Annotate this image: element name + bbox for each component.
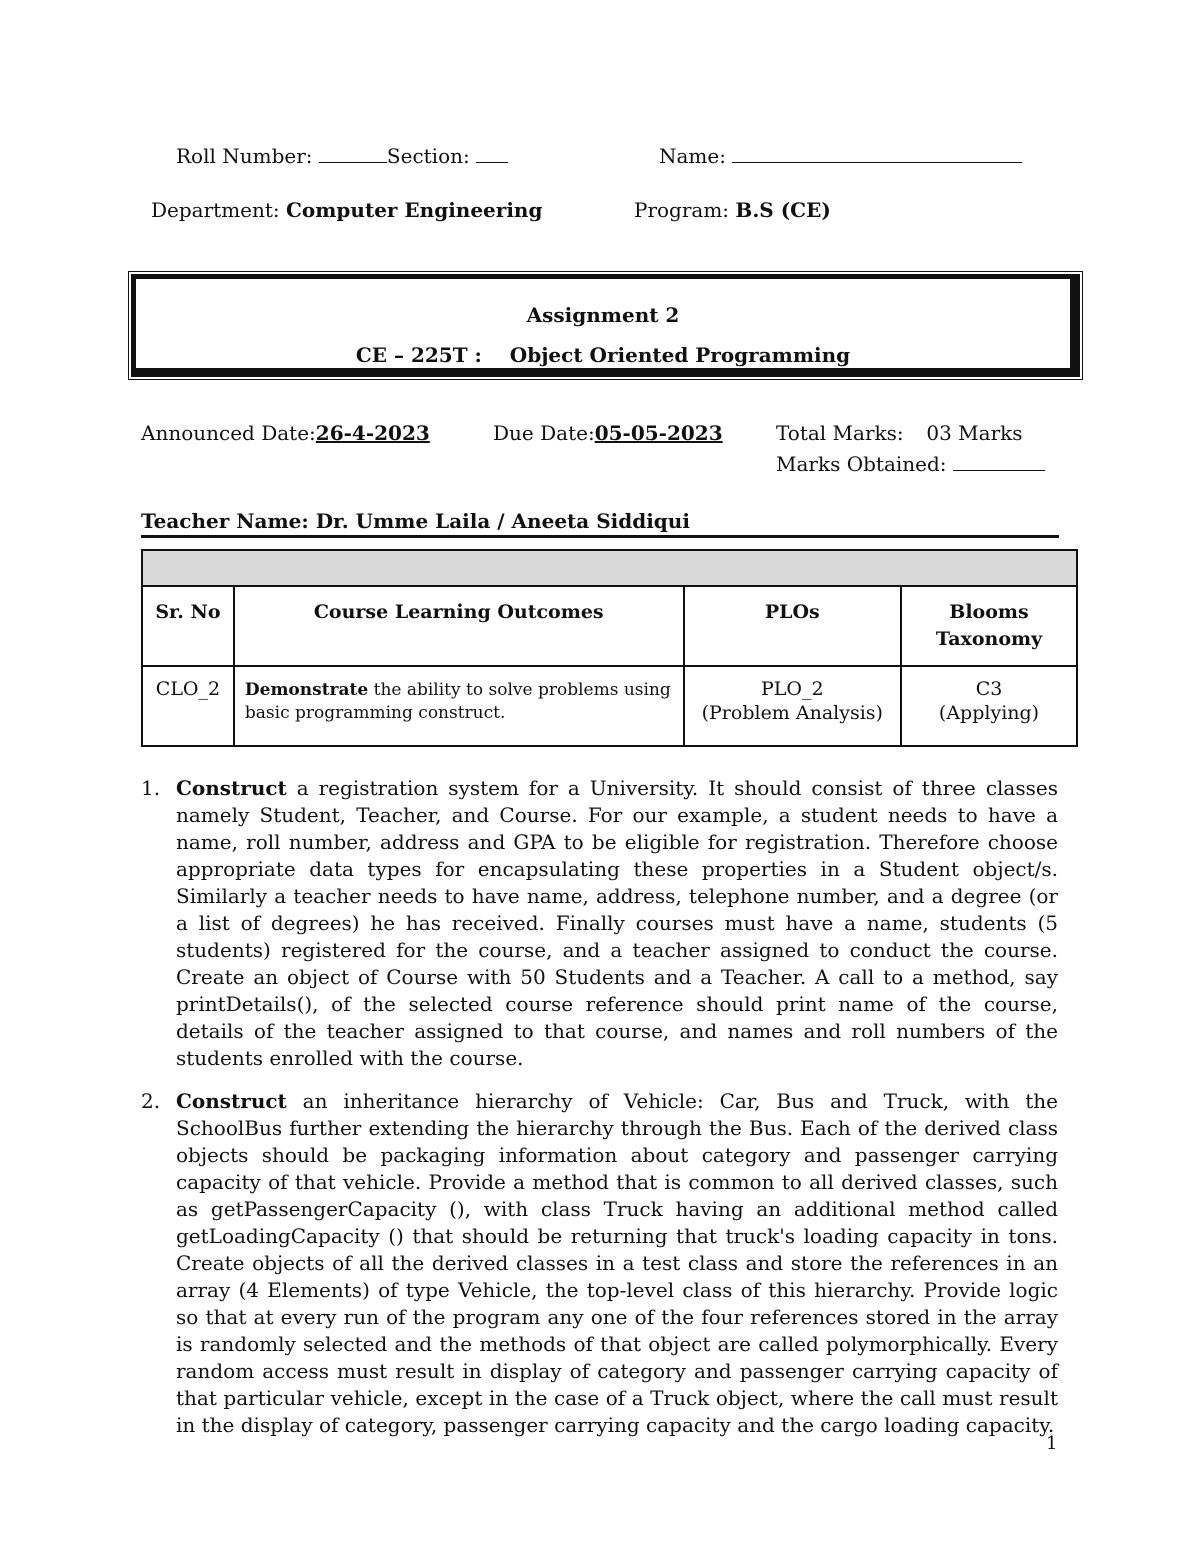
- assignment-title-box: [131, 274, 1080, 377]
- table-header-row: [142, 586, 1077, 666]
- total-marks: [776, 421, 1023, 445]
- department-field: [151, 198, 542, 222]
- roll-number-blank: [319, 146, 387, 163]
- total-marks-label: Total Marks:: [776, 421, 904, 445]
- question-number: 2.: [141, 1089, 161, 1113]
- section-blank: [476, 146, 508, 163]
- teacher-rule: [141, 535, 1059, 538]
- plo-description: (Problem Analysis): [701, 702, 883, 724]
- due-date-value: 05-05-2023: [594, 421, 723, 445]
- list-item: [141, 775, 1058, 1072]
- question-text: an inheritance hierarchy of Vehicle: Car, Bus and Truck, with the SchoolBus further extending the hierarchy through the Bus. Each of the derived class objects should be packaging information about category and passenger carrying capacity of that vehicle. Provide a method that is common to all derived classes, such as getPassengerCapacity (), with class Truck having an additional method called getLoadingCapacity () that should be returning that truck's loading capacity in tons. Create objects of all the derived classes in a test class and store the references in an array (4 Elements) of type Vehicle, the top-level class of this hierarchy. Provide logic so that at every run of the program any one of the four references stored in the array is randomly selected and the methods of that object are called polymorphically. Every random access must result in display of category and passenger carrying capacity of that particular vehicle, except in the case of a Truck object, where the call must result in the display of category, passenger carrying capacity and the cargo loading capacity.: [176, 1089, 1058, 1437]
- teacher-value: Dr. Umme Laila / Aneeta Siddiqui: [315, 509, 690, 533]
- list-item: [141, 1088, 1058, 1439]
- table-row: [142, 666, 1077, 746]
- due-date: [493, 421, 723, 445]
- roll-number-field: [176, 144, 508, 168]
- cell-plo: [684, 666, 901, 746]
- announced-date-label: Announced Date:: [141, 421, 316, 445]
- plo-code: PLO_2: [761, 678, 824, 700]
- marks-obtained: [776, 452, 1045, 476]
- header-plos: PLOs: [684, 586, 901, 666]
- marks-obtained-label: Marks Obtained:: [776, 452, 947, 476]
- table-shaded-header-row: [142, 550, 1077, 586]
- student-name-field: [659, 144, 1022, 168]
- section-label: Section:: [386, 144, 470, 168]
- teacher-field: [141, 509, 690, 533]
- department-label: Department:: [151, 198, 280, 222]
- total-marks-value: 03 Marks: [926, 421, 1023, 445]
- header-clo: Course Learning Outcomes: [234, 586, 684, 666]
- header-sr-no: Sr. No: [142, 586, 234, 666]
- program-label: Program:: [634, 198, 730, 222]
- blooms-code: C3: [975, 678, 1003, 700]
- question-verb: Construct: [176, 1089, 287, 1113]
- question-text: a registration system for a University. It should consist of three classes namely Student, Teacher, and Course. For our example, a student needs to have a name, roll number, address and GPA to be eligible for registration. Therefore choose appropriate data types for encapsulating these properties in a Student object/s. Similarly a teacher needs to have name, address, telephone number, and a degree (or a list of degrees) he has received. Finally courses must have a name, students (5 students) registered for the course, and a teacher assigned to conduct the course. Create an object of Course with 50 Students and a Teacher. A call to a method, say printDetails(), of the selected course reference should print name of the course, details of the teacher assigned to that course, and names and roll numbers of the students enrolled with the course.: [176, 776, 1058, 1070]
- program-field: [634, 198, 831, 222]
- department-value: Computer Engineering: [286, 198, 543, 222]
- program-value: B.S (CE): [735, 198, 831, 222]
- clo-table: [141, 549, 1078, 747]
- clo-verb: Demonstrate: [244, 680, 369, 700]
- name-blank: [732, 146, 1022, 163]
- cell-sr-no: CLO_2: [142, 666, 234, 746]
- due-date-label: Due Date:: [493, 421, 595, 445]
- blooms-description: (Applying): [938, 702, 1040, 724]
- table-shaded-cell: [142, 550, 1077, 586]
- cell-clo: [234, 666, 684, 746]
- page-number: 1: [1046, 1433, 1058, 1454]
- announced-date-value: 26-4-2023: [315, 421, 430, 445]
- course-title: CE – 225T : Object Oriented Programming: [355, 343, 851, 367]
- marks-obtained-blank: [953, 454, 1045, 471]
- question-list: [141, 775, 1058, 1455]
- roll-number-label: Roll Number:: [176, 144, 313, 168]
- name-label: Name:: [659, 144, 726, 168]
- announced-date: [141, 421, 430, 445]
- clo-description: the ability to solve problems using basic programming construct.: [244, 680, 671, 723]
- question-verb: Construct: [176, 776, 287, 800]
- cell-blooms: [901, 666, 1077, 746]
- question-number: 1.: [141, 776, 161, 800]
- header-blooms: Blooms Taxonomy: [901, 586, 1077, 666]
- teacher-label: Teacher Name:: [141, 509, 309, 533]
- assignment-title: Assignment 2: [526, 303, 680, 327]
